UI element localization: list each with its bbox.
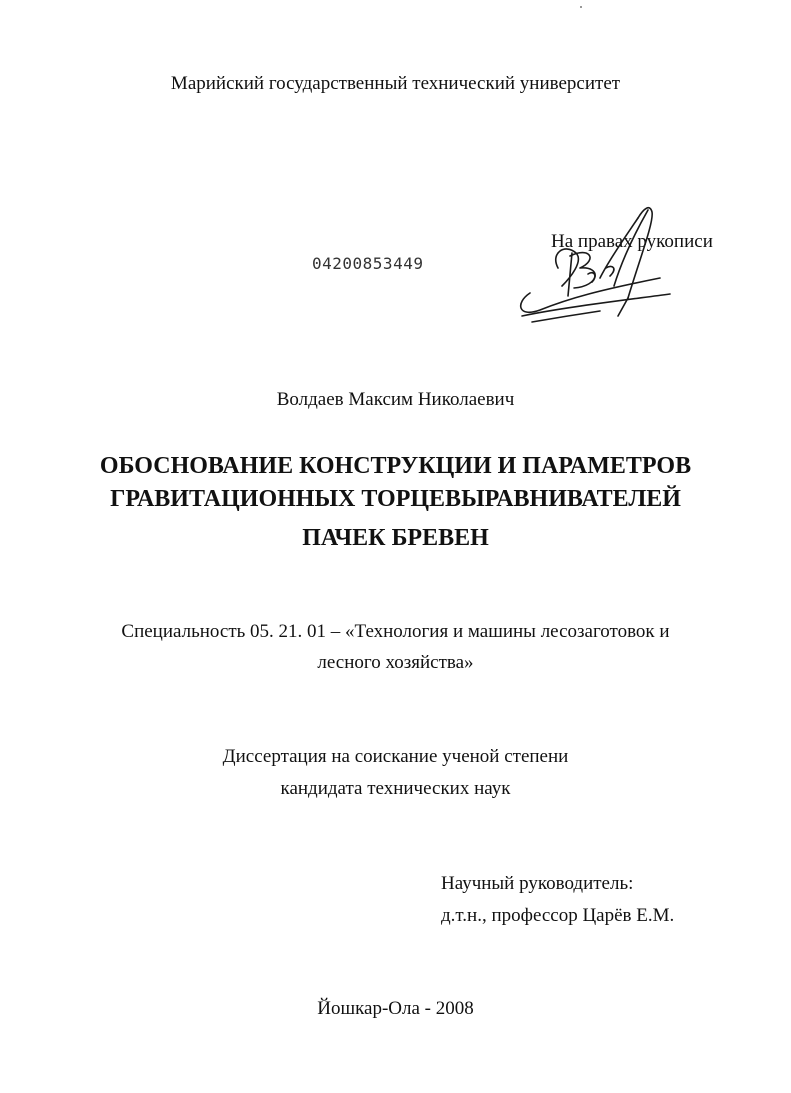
author-name: Волдаев Максим Николаевич xyxy=(276,389,515,410)
advisor-name: д.т.н., профессор Царёв Е.М. xyxy=(441,905,675,926)
dissertation-line-1: Диссертация на соискание ученой степени xyxy=(222,746,569,767)
city-year: Йошкар-Ола - 2008 xyxy=(317,998,474,1019)
inventory-number: 04200853449 xyxy=(312,254,424,273)
signature-image xyxy=(510,198,685,328)
title-line-2: ГРАВИТАЦИОННЫХ ТОРЦЕВЫРАВНИВАТЕЛЕЙ xyxy=(110,486,681,512)
title-line-1: ОБОСНОВАНИЕ КОНСТРУКЦИИ И ПАРАМЕТРОВ xyxy=(99,453,692,479)
specialty-line-2: лесного хозяйства» xyxy=(317,652,474,673)
dissertation-line-2: кандидата технических наук xyxy=(280,778,511,799)
manuscript-note: На правах рукописи xyxy=(551,231,713,252)
specialty-line-1: Специальность 05. 21. 01 – «Технология и машины лесозаготовок и xyxy=(121,621,670,642)
title-line-3: ПАЧЕК БРЕВЕН xyxy=(302,525,489,551)
scan-speck xyxy=(580,6,582,8)
university-name: Марийский государственный технический университет xyxy=(170,73,621,94)
advisor-label: Научный руководитель: xyxy=(441,873,634,894)
